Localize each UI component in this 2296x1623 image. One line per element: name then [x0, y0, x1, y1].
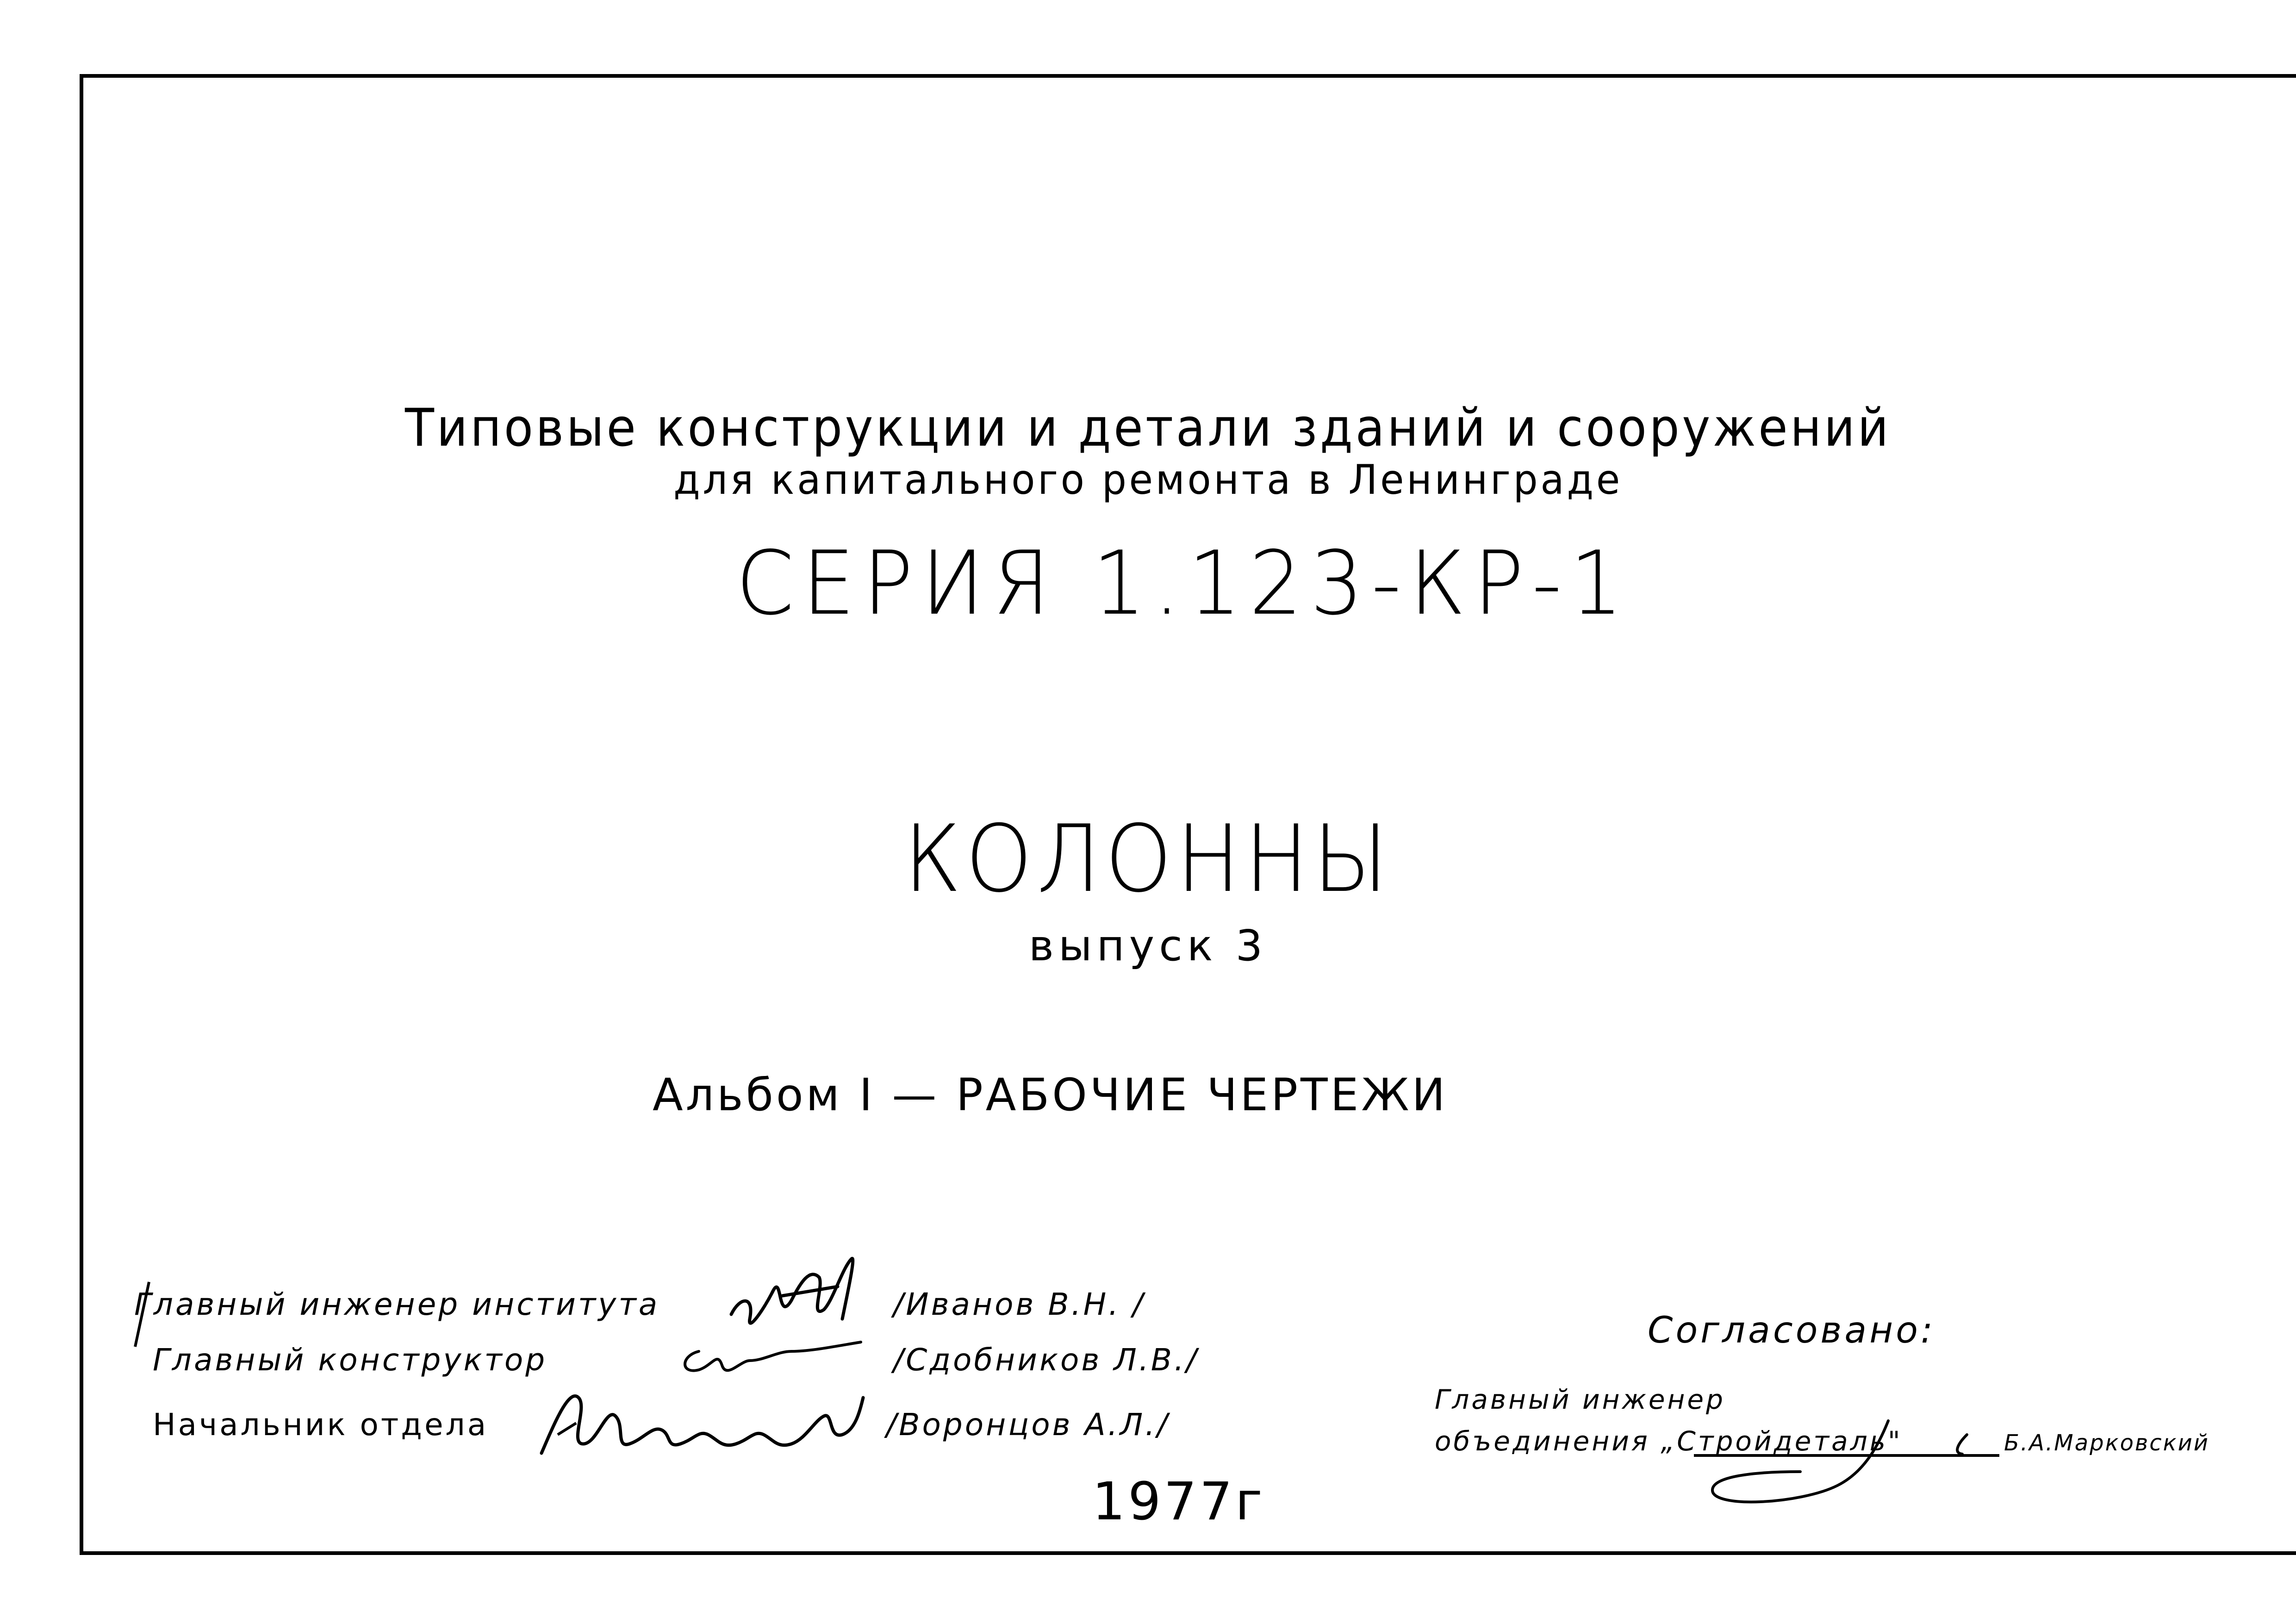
handwritten-signature-1: [722, 1240, 879, 1342]
issue-number: выпуск 3: [1028, 921, 1268, 970]
document-year: 1977г: [1092, 1472, 1265, 1532]
agreed-position-line-1: Главный инженер: [1435, 1384, 1725, 1415]
series-number: СЕРИЯ 1.123-КР-1: [736, 532, 1631, 634]
handwritten-signature-3: [537, 1379, 870, 1472]
document-title: КОЛОННЫ: [903, 805, 1393, 913]
header-line-2: для капитального ремонта в Ленинграде: [673, 456, 1623, 504]
signature-bracket-mark: [130, 1277, 157, 1351]
signature-name-3: /Воронцов А.Л./: [886, 1407, 1170, 1443]
header-line-1: Типовые конструкции и детали зданий и сооружений: [405, 398, 1891, 458]
signature-name-1: /Иванов В.Н. /: [893, 1287, 1145, 1322]
handwritten-signature-agreed: [1685, 1402, 2009, 1523]
signature-position-2: Главный конструктор: [153, 1342, 548, 1378]
album-title: Альбом I — РАБОЧИЕ ЧЕРТЕЖИ: [653, 1069, 1448, 1121]
signature-name-2: /Сдобников Л.В./: [893, 1342, 1199, 1378]
agreed-position-line-2: объединения „Стройдеталь": [1435, 1425, 1903, 1457]
agreed-name: Б.А.Марковский: [2004, 1430, 2209, 1456]
signature-position-1: Главный инженер института: [134, 1287, 660, 1322]
signature-position-3: Начальник отдела: [153, 1407, 489, 1443]
agreed-label: Согласовано:: [1648, 1310, 1936, 1351]
